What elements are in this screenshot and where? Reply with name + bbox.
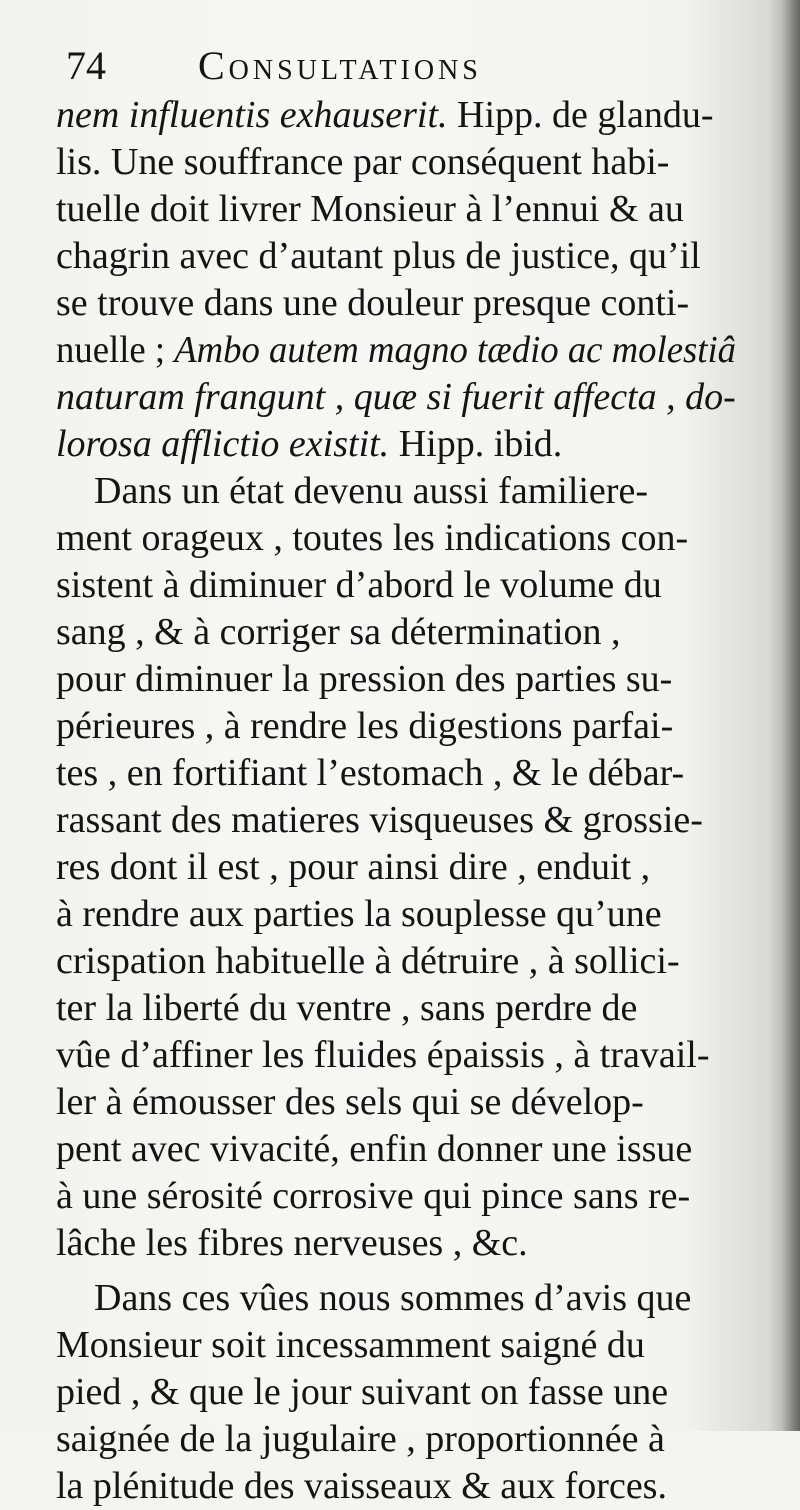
text-line bbox=[56, 562, 736, 609]
page-edge-shadow bbox=[782, 0, 800, 1431]
roman-text: Dans un état devenu aussi familiere- bbox=[94, 470, 648, 512]
italic-text: naturam frangunt , quæ si fuerit affecta , do- bbox=[56, 376, 736, 418]
roman-text: pour diminuer la pression des parties su- bbox=[56, 658, 673, 700]
text-line bbox=[56, 233, 736, 280]
text-line bbox=[56, 891, 736, 938]
roman-text: Monsieur soit incessamment saigné du bbox=[56, 1324, 645, 1366]
roman-text: à rendre aux parties la souplesse qu’une bbox=[56, 893, 662, 935]
roman-text: pent avec vivacité, enfin donner une issue bbox=[56, 1128, 693, 1170]
roman-text: crispation habituelle à détruire , à sollici- bbox=[56, 940, 680, 982]
roman-text: pied , & que le jour suivant on fasse une bbox=[56, 1371, 669, 1413]
text-line bbox=[56, 186, 736, 233]
page-number: 74 bbox=[66, 43, 106, 88]
roman-text: Hipp. ibid. bbox=[389, 423, 563, 465]
text-line bbox=[56, 1275, 736, 1322]
text-line bbox=[56, 1173, 736, 1220]
text-line bbox=[56, 1126, 736, 1173]
text-line bbox=[56, 656, 736, 703]
italic-text: nem influentis exhauserit. bbox=[56, 94, 448, 136]
running-title: Consultations bbox=[198, 43, 482, 88]
roman-text: sistent à diminuer d’abord le volume du bbox=[56, 564, 662, 606]
roman-text: Hipp. de glandu- bbox=[447, 94, 714, 136]
roman-text: nuelle ; bbox=[56, 329, 175, 371]
italic-text: Ambo autem magno tædio ac molestiâ bbox=[174, 329, 737, 371]
roman-text: res dont il est , pour ainsi dire , enduit , bbox=[56, 846, 651, 888]
text-line bbox=[56, 327, 737, 374]
text-line bbox=[56, 1322, 736, 1369]
text-line bbox=[56, 280, 736, 327]
text-line bbox=[56, 139, 736, 186]
roman-text: chagrin avec d’autant plus de justice, qu’il bbox=[56, 235, 701, 277]
roman-text: tuelle doit livrer Monsieur à l’ennui & au bbox=[56, 188, 684, 230]
page-header bbox=[66, 40, 566, 92]
roman-text: rassant des matieres visqueuses & grossie- bbox=[56, 799, 703, 841]
paragraph-gap bbox=[56, 1267, 736, 1275]
italic-text: lorosa afflictio existit. bbox=[56, 423, 390, 465]
text-line bbox=[56, 609, 736, 656]
text-line bbox=[56, 1220, 736, 1267]
roman-text: vûe d’affiner les fluides épaissis , à travail- bbox=[56, 1034, 710, 1076]
text-line bbox=[56, 750, 736, 797]
text-line bbox=[56, 92, 736, 139]
text-line bbox=[56, 374, 736, 421]
roman-text: ter la liberté du ventre , sans perdre de bbox=[56, 987, 638, 1029]
roman-text: lâche les fibres nerveuses , &c. bbox=[56, 1222, 528, 1264]
text-line bbox=[56, 1416, 736, 1463]
text-line bbox=[56, 421, 736, 468]
text-line bbox=[56, 844, 736, 891]
roman-text: à une sérosité corrosive qui pince sans re- bbox=[56, 1175, 691, 1217]
text-line bbox=[56, 985, 736, 1032]
roman-text: la plénitude des vaisseaux & aux forces. bbox=[56, 1465, 667, 1507]
roman-text: se trouve dans une douleur presque conti- bbox=[56, 282, 690, 324]
roman-text: Dans ces vûes nous sommes d’avis que bbox=[94, 1277, 692, 1319]
text-line bbox=[56, 938, 736, 985]
roman-text: tes , en fortifiant l’estomach , & le débar- bbox=[56, 752, 685, 794]
text-line bbox=[56, 1369, 736, 1416]
text-line bbox=[56, 797, 736, 844]
text-line bbox=[56, 1079, 736, 1126]
roman-text: sang , & à corriger sa détermination , bbox=[56, 611, 621, 653]
roman-text: saignée de la jugulaire , proportionnée à bbox=[56, 1418, 665, 1460]
text-line bbox=[56, 1032, 736, 1079]
roman-text: périeures , à rendre les digestions parfai- bbox=[56, 705, 674, 747]
text-line bbox=[56, 1463, 736, 1510]
text-line bbox=[56, 468, 736, 515]
roman-text: ment orageux , toutes les indications con- bbox=[56, 517, 689, 559]
body-text bbox=[56, 92, 736, 1510]
text-line bbox=[56, 515, 736, 562]
roman-text: ler à émousser des sels qui se dévelop- bbox=[56, 1081, 644, 1123]
text-line bbox=[56, 703, 736, 750]
roman-text: lis. Une souffrance par conséquent habi- bbox=[56, 141, 670, 183]
